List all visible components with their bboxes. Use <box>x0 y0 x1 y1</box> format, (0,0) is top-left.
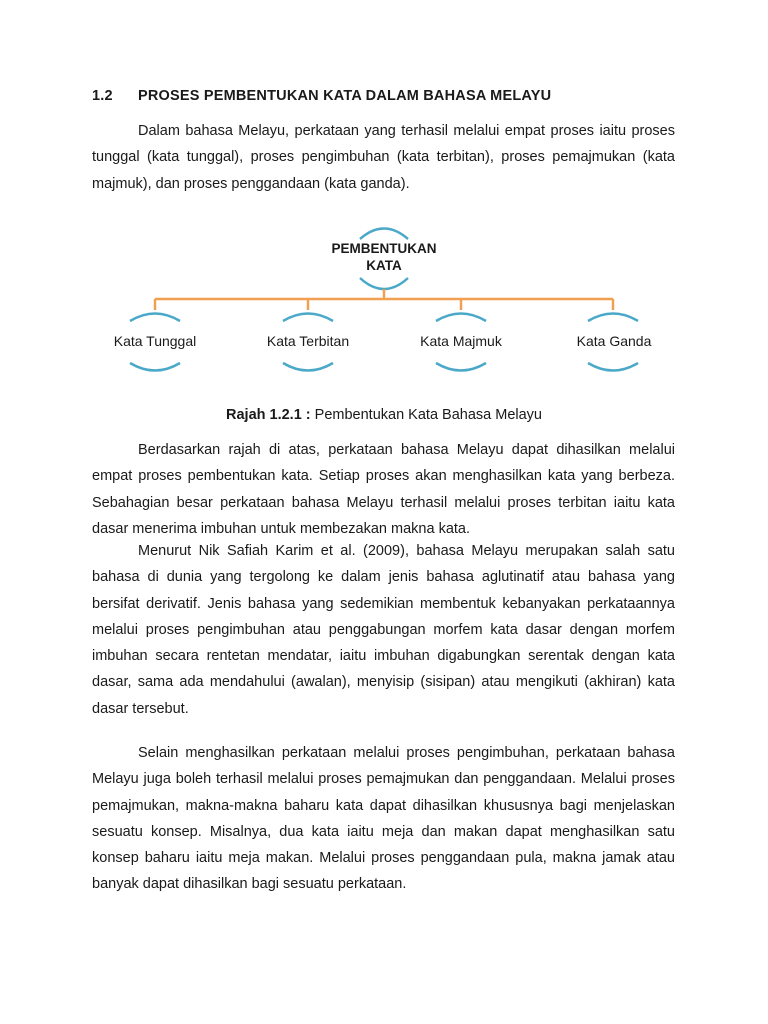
root-label-line2: KATA <box>366 258 402 273</box>
child-top-arc <box>283 314 333 322</box>
tree-connectors <box>155 289 613 310</box>
paragraph-body-1: Berdasarkan rajah di atas, perkataan bahasa Melayu dapat dihasilkan melalui empat proses pembentukan kata. Setiap proses akan menghasilkan kata yang berbeza. Sebahagian besar perkataan bahasa Melayu terhasil melalui proses terbitan iaitu kata dasar menerima imbuhan untuk membezakan makna kata. <box>92 442 675 537</box>
section-title: PROSES PEMBENTUKAN KATA DALAM BAHASA MELAYU <box>138 88 552 104</box>
paragraph-body-2: Menurut Nik Safiah Karim et al. (2009), bahasa Melayu merupakan salah satu bahasa di dunia yang tergolong ke dalam jenis bahasa aglutinatif atau bahasa yang bersifat derivatif. Jenis bahasa yang sedemikian membentuk kebanyakan perkataannya melalui proses pengimbuhan atau penggabungan morfem kata dasar dengan morfem imbuhan secara rentetan mendatar, iaitu imbuhan digabungkan serentak dengan kata dasar, sama ada mendahului (awalan), menyisip (sisipan) atau mengikuti (akhiran) kata dasar tersebut. <box>92 543 675 717</box>
caption-text: Pembentukan Kata Bahasa Melayu <box>310 407 542 423</box>
figure-caption <box>0 407 768 423</box>
child-label-kata-tunggal: Kata Tunggal <box>113 333 197 349</box>
child-bottom-arc <box>130 363 180 371</box>
child-bottom-arc <box>436 363 486 371</box>
child-label-kata-ganda: Kata Ganda <box>576 333 652 349</box>
child-label-kata-terbitan: Kata Terbitan <box>266 333 350 349</box>
child-top-arc <box>130 314 180 322</box>
child-label-kata-majmuk: Kata Majmuk <box>420 333 502 349</box>
child-bottom-arc <box>588 363 638 371</box>
section-heading <box>92 88 551 104</box>
child-top-arc <box>588 314 638 322</box>
paragraph-body-3: Selain menghasilkan perkataan melalui proses pengimbuhan, perkataan bahasa Melayu juga boleh terhasil melalui proses pemajmukan dan penggandaan. Melalui proses pemajmukan, makna-makna baharu kata dapat dihasilkan khususnya bagi menjelaskan sesuatu konsep. Misalnya, dua kata iaitu meja dan makan dapat menghasilkan satu konsep baharu iaitu meja makan. Melalui proses penggandaan pula, makna jamak atau banyak dapat dihasilkan bagi sesuatu perkataan. <box>92 745 675 893</box>
root-label-line1: PEMBENTUKAN <box>331 241 437 256</box>
root-top-arc <box>360 229 408 240</box>
section-number: 1.2 <box>92 88 113 104</box>
word-formation-diagram <box>0 220 768 400</box>
caption-label: Rajah 1.2.1 : <box>226 407 311 423</box>
paragraph-intro: Dalam bahasa Melayu, perkataan yang terhasil melalui empat proses iaitu proses tunggal (kata tunggal), proses pengimbuhan (kata terbitan), proses pemajmukan (kata majmuk), dan proses penggandaan (kata ganda). <box>92 123 675 192</box>
root-bottom-arc <box>360 278 408 289</box>
child-top-arc <box>436 314 486 322</box>
child-bottom-arc <box>283 363 333 371</box>
